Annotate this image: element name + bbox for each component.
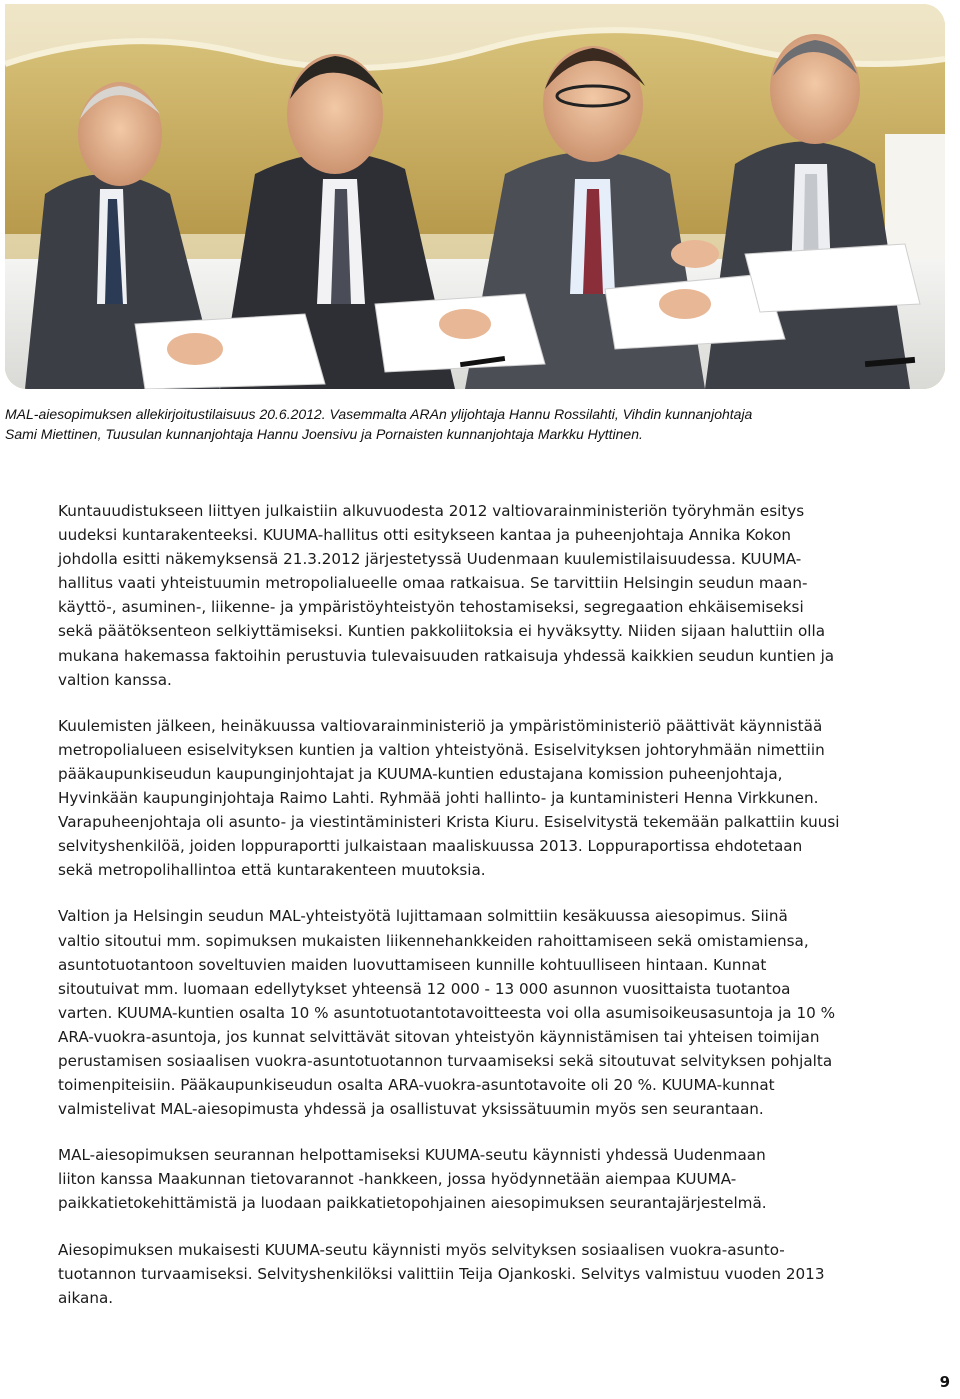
article-body: [58, 499, 938, 1332]
text-line: selvityshenkilöä, joiden loppuraportti julkaistaan maaliskuussa 2013. Loppuraportissa ehdotetaan: [58, 837, 803, 856]
text-line: tuotannon turvaamiseksi. Selvityshenkilöksi valittiin Teija Ojankoski. Selvitys valmistuu vuoden 2013: [58, 1264, 825, 1283]
signing-photo: [5, 4, 945, 389]
text-line: Varapuheenjohtaja oli asunto- ja viestintäministeri Krista Kiuru. Esiselvitystä tekemään palkattiin kuusi: [58, 813, 840, 832]
text-line: Hyvinkään kaupunginjohtaja Raimo Lahti. Ryhmää johti hallinto- ja kuntaministeri Henna Virkkunen.: [58, 789, 819, 808]
text-line: liiton kanssa Maakunnan tietovarannot -hankkeen, jossa hyödynnetään aiempaa KUUMA-: [58, 1170, 737, 1189]
text-line: valtion kanssa.: [58, 670, 172, 689]
paragraph-seuranta: [58, 1143, 938, 1215]
text-line: sekä metropolihallintoa että kuntarakenteen muutoksia.: [58, 861, 486, 880]
text-line: paikkatietokehittämistä ja luodaan paikkatietopohjainen aiesopimuksen seurantajärjestelmä.: [58, 1194, 767, 1213]
caption-line: MAL-aiesopimuksen allekirjoitustilaisuus 20.6.2012. Vasemmalta ARAn ylijohtaja Hannu Rossilahti, Vihdin kunnanjohtaja: [5, 406, 753, 422]
text-line: Kuulemisten jälkeen, heinäkuussa valtiovarainministeriö ja ympäristöministeriö päättivät käynnistää: [58, 716, 823, 735]
signing-photo-illustration: [5, 4, 945, 389]
text-line: sitoutuivat mm. luomaan edellytykset yhteensä 12 000 - 13 000 asunnon vuosittaista tuotantoa: [58, 979, 791, 998]
text-line: hallitus vaati yhteistuumin metropolialueelle omaa ratkaisua. Se tarvittiin Helsingin seudun maan-: [58, 574, 808, 593]
text-line: Aiesopimuksen mukaisesti KUUMA-seutu käynnisti myös selvityksen sosiaalisen vuokra-asunto-: [58, 1240, 785, 1259]
text-line: perustamisen sosiaalisen vuokra-asuntotuotannon turvaamiseksi sekä sitoutuvat selvityksen pohjalta: [58, 1051, 833, 1070]
text-line: varten. KUUMA-kuntien osalta 10 % asuntotuotantotavoitteesta voi olla asumisoikeusasuntoja ja 10 %: [58, 1003, 836, 1022]
text-line: aikana.: [58, 1288, 114, 1307]
text-line: uudeksi kuntarakenteeksi. KUUMA-hallitus otti esitykseen kantaa ja puheenjohtaja Annika Kokon: [58, 526, 792, 545]
text-line: sekä päätöksenteon selkiyttämiseksi. Kuntien pakkoliitoksia ei hyväksytty. Niiden sijaan haluttiin olla: [58, 622, 826, 641]
text-line: valmistelivat MAL-aiesopimusta yhdessä ja osallistuvat yksissätuumin myös sen seurantaan.: [58, 1100, 764, 1119]
text-line: MAL-aiesopimuksen seurannan helpottamiseksi KUUMA-seutu käynnisti yhdessä Uudenmaan: [58, 1146, 766, 1165]
paragraph-kuntauudistus: [58, 499, 938, 692]
text-line: asuntotuotantoon soveltuvien maiden luovuttamiseen kunnille kohtuulliseen hintaan. Kunnat: [58, 955, 767, 974]
text-line: Valtion ja Helsingin seudun MAL-yhteistyötä lujittamaan solmittiin kesäkuussa aiesopimus. Siinä: [58, 907, 788, 926]
text-line: johdolla esitti näkemyksensä 21.3.2012 järjestetyssä Uudenmaan kuulemistilaisuudessa. KUUMA-: [58, 550, 802, 569]
paragraph-mal-aiesopimus: [58, 904, 938, 1121]
text-line: valtio sitoutui mm. sopimuksen mukaisten liikennehankkeiden rahoittamiseen sekä omistamiensa,: [58, 931, 809, 950]
text-line: ARA-vuokra-asuntoja, jos kunnat selvittävät sitovan yhteistyön käynnistämisen tai yhteisen toimijan: [58, 1027, 820, 1046]
text-line: Kuntauudistukseen liittyen julkaistiin alkuvuodesta 2012 valtiovarainministeriön työryhmän esitys: [58, 502, 805, 520]
text-line: toimenpiteisiin. Pääkaupunkiseudun osalta ARA-vuokra-asuntotavoite oli 20 %. KUUMA-kunnat: [58, 1076, 775, 1095]
paragraph-selvitys: [58, 1238, 938, 1310]
page-number: 9: [939, 1373, 950, 1391]
photo-caption: [5, 404, 905, 444]
text-line: käyttö-, asuminen-, liikenne- ja ympäristöyhteistyön tehostamiseksi, segregaation ehkäisemiseksi: [58, 598, 804, 617]
caption-line: Sami Miettinen, Tuusulan kunnanjohtaja Hannu Joensivu ja Pornaisten kunnanjohtaja Markku Hyttinen.: [5, 426, 643, 442]
text-line: mukana hakemassa faktoihin perustuvia tulevaisuuden ratkaisuja yhdessä kaikkien seudun kuntien ja: [58, 646, 835, 665]
text-line: metropolialueen esiselvityksen kuntien ja valtion yhteistyönä. Esiselvityksen johtoryhmään nimettiin: [58, 740, 825, 759]
text-line: pääkaupunkiseudun kaupunginjohtajat ja KUUMA-kuntien edustajana komission puheenjohtaja,: [58, 764, 783, 783]
paragraph-esiselvitys: [58, 714, 938, 883]
